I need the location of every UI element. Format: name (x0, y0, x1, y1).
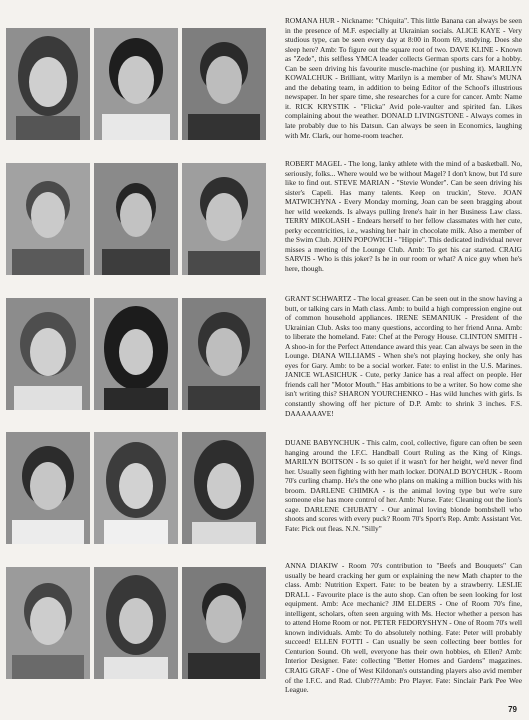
page-number: 79 (508, 705, 517, 714)
student-portrait (94, 567, 178, 679)
student-portrait (6, 567, 90, 679)
student-portrait (6, 163, 90, 275)
student-portrait (6, 432, 90, 544)
student-portrait (182, 28, 266, 140)
student-portrait (182, 567, 266, 679)
student-bios: ROMANA HUR - Nickname: "Chiquita". This little Banana can always be seen in the presence of M.F. especially at Ukrainian socials. ALICE KAYE - Very studious type, can be seen every day at 8:00 in Room 69, studying. Does she sleep here? Amb: To figure out the square root of two. DAVE KLINE - Known as "Zede", this selfless YMCA leader collects German sports cars for a hobby. Can be seen driving his favourite muscle-machine (or pushing it). MARILYN KOWALCHUK - Brilliant, witty Marilyn is a member of Mr. Shaw's MUNA and the debating team, in addition to being Editor of the School's illustrious newspaper. In her spare time, she researches for a cure for cancer. Amb: Name it. RICK KRYSTIK - "Flicka" Avid pole-vaulter and spirited fan. Likes complaining about the weather. DONALD LIVINGSTONE - Always comes in late probably due to his Datsun. Can always be seen in Economics, laughing with Mr. Clark, our home-room teacher. (285, 16, 522, 140)
student-bios: DUANE BABYNCHUK - This calm, cool, collective, figure can often be seen hanging around the I.F.C. Handball Court Ruling as the King of Kings. MARILYN BOITSON - Is so quiet if it wasn't for her height, we'd never find her. Usually seen fighting with her math locker. DONALD BOYCHUK - Room 70's curling champ. He's the one who plans on making a million bucks with his broom. DARLENE CHIMKA - is the animal loving type but we're sure someone else has more control of her. Amb: Nurse. Fate: Cleaning out the lion's cage. DARLENE CHUBATY - Our animal loving blonde bombshell who shoots and scores with every puck? Room 70's Sport's Rep. Amb: Assistant Vet. Fate: Pick out fleas. N.N. "Silly" (285, 438, 522, 533)
student-bios: GRANT SCHWARTZ - The local greaser. Can be seen out in the snow having a butt, or talking cars in Math class. Amb: to build a high compression engine out of common household appliances. IRENE SEMANIUK - President of the Ukrainian Club. Asks too many questions, according to her friend Anna. Amb: to liberate the homeland. Fate: Chef at the Perogy House. CLINTON SMITH - A shoo-in for the Perfect Attendance award this year. Can always be seen in the Lounge. DIANA WILLIAMS - When she's not playing hockey, she only has eyes for Gary. Amb: to be a social worker. Fate: to enlist in the U.S. Marines. JANICE WLASICHUK - Cute, perky Janice has a real affect on people. Her friends call her "Motor Mouth." Has ambitions to be a writer. So how come she isn't writing this? SHARON YOURCHENKO - Has wild lunches with girls. Is constantly showing off her picture of D.P. Amb: to shrink 3 inches. F.S. DAAAAAAVE! (285, 294, 522, 418)
student-portrait (182, 298, 266, 410)
student-portrait (182, 432, 266, 544)
student-portrait (182, 163, 266, 275)
student-portrait (94, 28, 178, 140)
student-portrait (6, 28, 90, 140)
student-portrait (6, 298, 90, 410)
student-portrait (94, 432, 178, 544)
student-bios: ROBERT MAGEL - The long, lanky athlete with the mind of a basketball. No, seriously, folks... Where would we be without Magel? I don't know, but I'd sure like to find out. STEVE MARIAN - "Stevie Wonder". Can be seen driving his sister's Capeli. Has many talents. Keep on truckin', Steve. JOAN MATWICHYNA - Every Monday morning, Joan can be seen bragging about her wild weekends. Is always pulling Irene's hair in her Business Law class. TERRY MIKOLASH - Endears herself to her fellow classmates with her cute, perky eccentricities, i.e., washing her hair in chocolate milk. Also a member of the Swim Club. JOHN POPOWICH - "Hippie". This dedicated individual never misses a meeting of the Lounge Club. Amb: To get his car started. CRAIG SARVIS - Who is this joker? Is he in our room or what? A nice guy when he's here, though. (285, 159, 522, 274)
student-portrait (94, 163, 178, 275)
student-bios: ANNA DIAKIW - Room 70's contribution to "Beefs and Bouquets" Can usually be heard cracking her gum or explaining the new Math chapter to the class. Amb: Nutrition Expert. Fate: to be beaten by a strawberry. LESLIE DRALL - Favourite place is the auto shop. Can often be seen looking for lost equipment. Amb: Ace mechanic? JIM ELDERS - One of Room 70's fine, intelligent, scholars, often seen arguing with Ms. Hector whether a person has to attend Home Room or not. PETER FEDORYSHYN - One of Room 70's well known individuals. Amb: To do absolutely nothing. Fate: Peter will probably succeed! ELLEN FOTTI - Can usually be seen collecting beer bottles for Centurion Sound. Oh well, everyone has their own hobbies, eh Ellen? Amb: Interior Designer. Fate: collecting "Better Homes and Gardens" magazines. CRAIG GRAF - One of West Kildonan's outstanding players also avid member of the I.F.C. and Rad. Club???Amb: Pro Player. Fate: Sinclair Park Pee Wee League. (285, 561, 522, 695)
student-portrait (94, 298, 178, 410)
